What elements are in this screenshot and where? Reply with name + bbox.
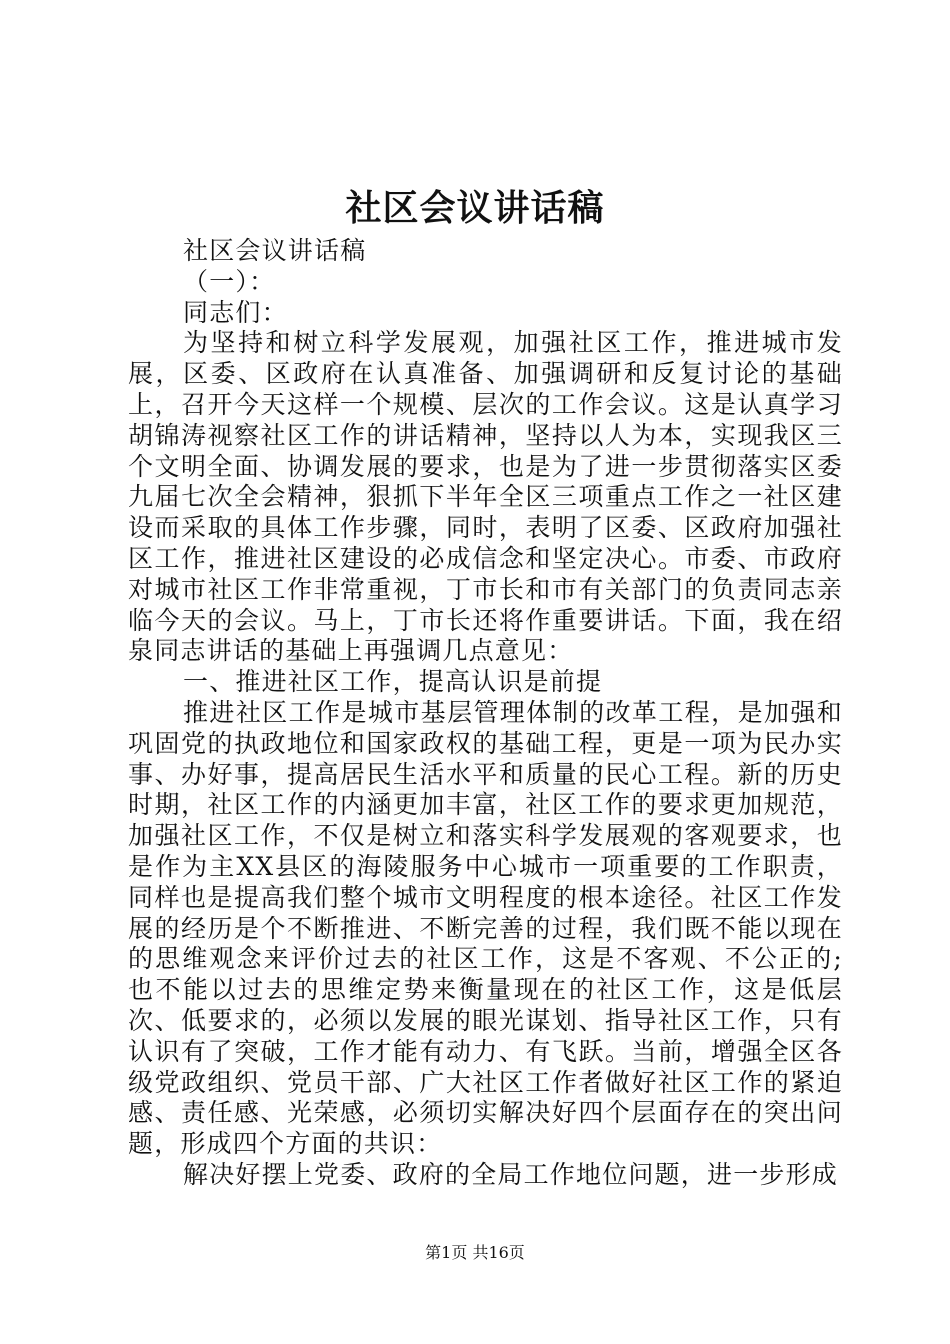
section-heading: 一、推进社区工作，提高认识是前提 [183, 667, 603, 697]
section-number: （一）： [183, 266, 276, 296]
paragraph-intro: 为坚持和树立科学发展观，加强社区工作，推进城市发展，区委、区政府在认真准备、加强调研和反复讨论的基础上，召开今天这样一个规模、层次的工作会议。这是认真学习胡锦涛视察社区工作的讲话精神，坚持以人为本，实现我区三个文明全面、协调发展的要求，也是为了进一步贯彻落实区委九届七次全会精神，狠抓下半年全区三项重点工作之一社区建设而采取的具体工作步骤，同时，表明了区委、区政府加强社区工作，推进社区建设的必成信念和坚定决心。市委、市政府对城市社区工作非常重视，丁市长和市有关部门的负责同志亲临今天的会议。马上，丁市长还将作重要讲话。下面，我在绍泉同志讲话的基础上再强调几点意见： [128, 328, 843, 666]
paragraph-continuation: 解决好摆上党委、政府的全局工作地位问题，进一步形成 [183, 1159, 839, 1189]
paragraph-body: 推进社区工作是城市基层管理体制的改革工程，是加强和巩固党的执政地位和国家政权的基础工程，更是一项为民办实事、办好事，提高居民生活水平和质量的民心工程。新的历史时期，社区工作的内涵更加丰富，社区工作的要求更加规范，加强社区工作，不仅是树立和落实科学发展观的客观要求，也是作为主XX县区的海陵服务中心城市一项重要的工作职责，同样也是提高我们整个城市文明程度的根本途径。社区工作发展的经历是个不断推进、不断完善的过程，我们既不能以现在的思维观念来评价过去的社区工作，这是不客观、不公正的;也不能以过去的思维定势来衡量现在的社区工作，这是低层次、低要求的，必须以发展的眼光谋划、指导社区工作，只有认识有了突破，工作才能有动力、有飞跃。当前，增强全区各级党政组织、党员干部、广大社区工作者做好社区工作的紧迫感、责任感、光荣感，必须切实解决好四个层面存在的突出问题，形成四个方面的共识： [128, 697, 843, 1159]
document-body [128, 236, 843, 1191]
document-title: 社区会议讲话稿 [345, 187, 605, 229]
subtitle-line: 社区会议讲话稿 [183, 236, 367, 265]
salutation: 同志们： [183, 297, 288, 327]
page-number-footer: 第1页 共16页 [425, 1243, 525, 1262]
